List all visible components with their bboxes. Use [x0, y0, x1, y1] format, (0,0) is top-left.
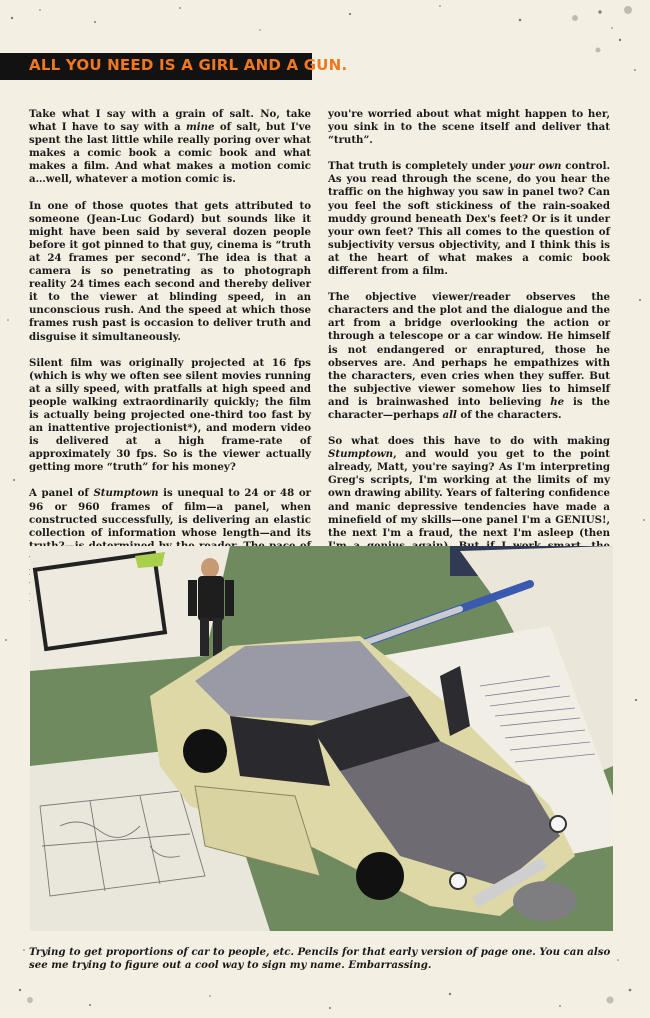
paragraph: That truth is completely under your own control. As you read through the scene, do you hear the traffic on the highway you saw in panel two? Can you feel the soft stickiness of the rain-soaked muddy ground beneath Dex's feet? Or is it under your own feet? This all comes to the question of subjectivity versus objectivity, and I think this is at the heart of what makes a comic book different from a film.: [328, 160, 610, 278]
page-title: ALL YOU NEED IS A GIRL AND A GUN.: [29, 56, 348, 74]
paragraph: A panel of Stumptown is unequal to 24 or 48 or 96 or 960 frames of film—a panel, when constructed successfully, is delivering an elastic collection of information whose length—and its: [29, 487, 311, 539]
eraser: [513, 881, 577, 921]
paragraph: you're worried about what might happen to her, you sink in to the scene itself and deliver that “truth”.: [328, 108, 610, 147]
right-column: [328, 108, 610, 605]
photo-toy-car-on-pencils: [30, 546, 613, 931]
paragraph: So what does this have to do with making Stumptown, and would you get to the point already, Matt, you're saying? As I'm interpreting Greg's scripts, I'm working at the limits of my own drawing ability. Years of faltering confidence and manic depressive tendencies have made a minefield of my skills—one panel I'm a GENIUS!, the next I'm a fraud, the next I'm asleep (then: [328, 435, 610, 539]
paragraph: Silent film was originally projected at 16 fps (which is why we often see silent movies running at a silly speed, with pratfalls at high speed and people walking extraordinarily quickly; the film is actually being projected one-third too fast by an inattentive projectionist*), and modern video is delivered at a high frame-rate of approximately 30 fps. So is the viewer actually getting more “truth” for his money?: [29, 356, 311, 474]
left-column: [29, 108, 311, 618]
paragraph: In one of those quotes that gets attributed to someone (Jean-Luc Godard) but sounds like it might have been said by several dozen people before it got pinned to that guy, cinema is “truth at 24 frames per second”. The idea is that a camera is so penetrating as to photograph reality 24 times each second and thereby deliver it to the viewer at blinding speed, in an unconscious rush. And the speed at which those frames rush past is occasion to deliver truth and disguise it simultaneously.: [29, 199, 311, 343]
header-banner: [0, 53, 348, 80]
paragraph: Take what I say with a grain of salt. No, take what I have to say with a mine of salt, but I've spent the last little while really poring over what makes a comic book a comic book and what makes a film. And what makes a motion comic a…well, whatever a motion comic is.: [29, 108, 311, 186]
paragraph: The objective viewer/reader observes the characters and the plot and the dialogue and the art from a bridge overlooking the action or through a telescope or a car window. He himself is not endangered or enraptured, those he observes are. And perhaps he empathizes with the characters, even cries when they suffer. But the subjective viewer somehow lies to himself and is brainwashed into believing he is the character—perhaps all of the characters.: [328, 291, 610, 421]
photo-caption: Trying to get proportions of car to people, etc. Pencils for that early version of page one. You can also see me trying to figure out a cool way to sign my name. Embarrassing.: [29, 946, 611, 972]
